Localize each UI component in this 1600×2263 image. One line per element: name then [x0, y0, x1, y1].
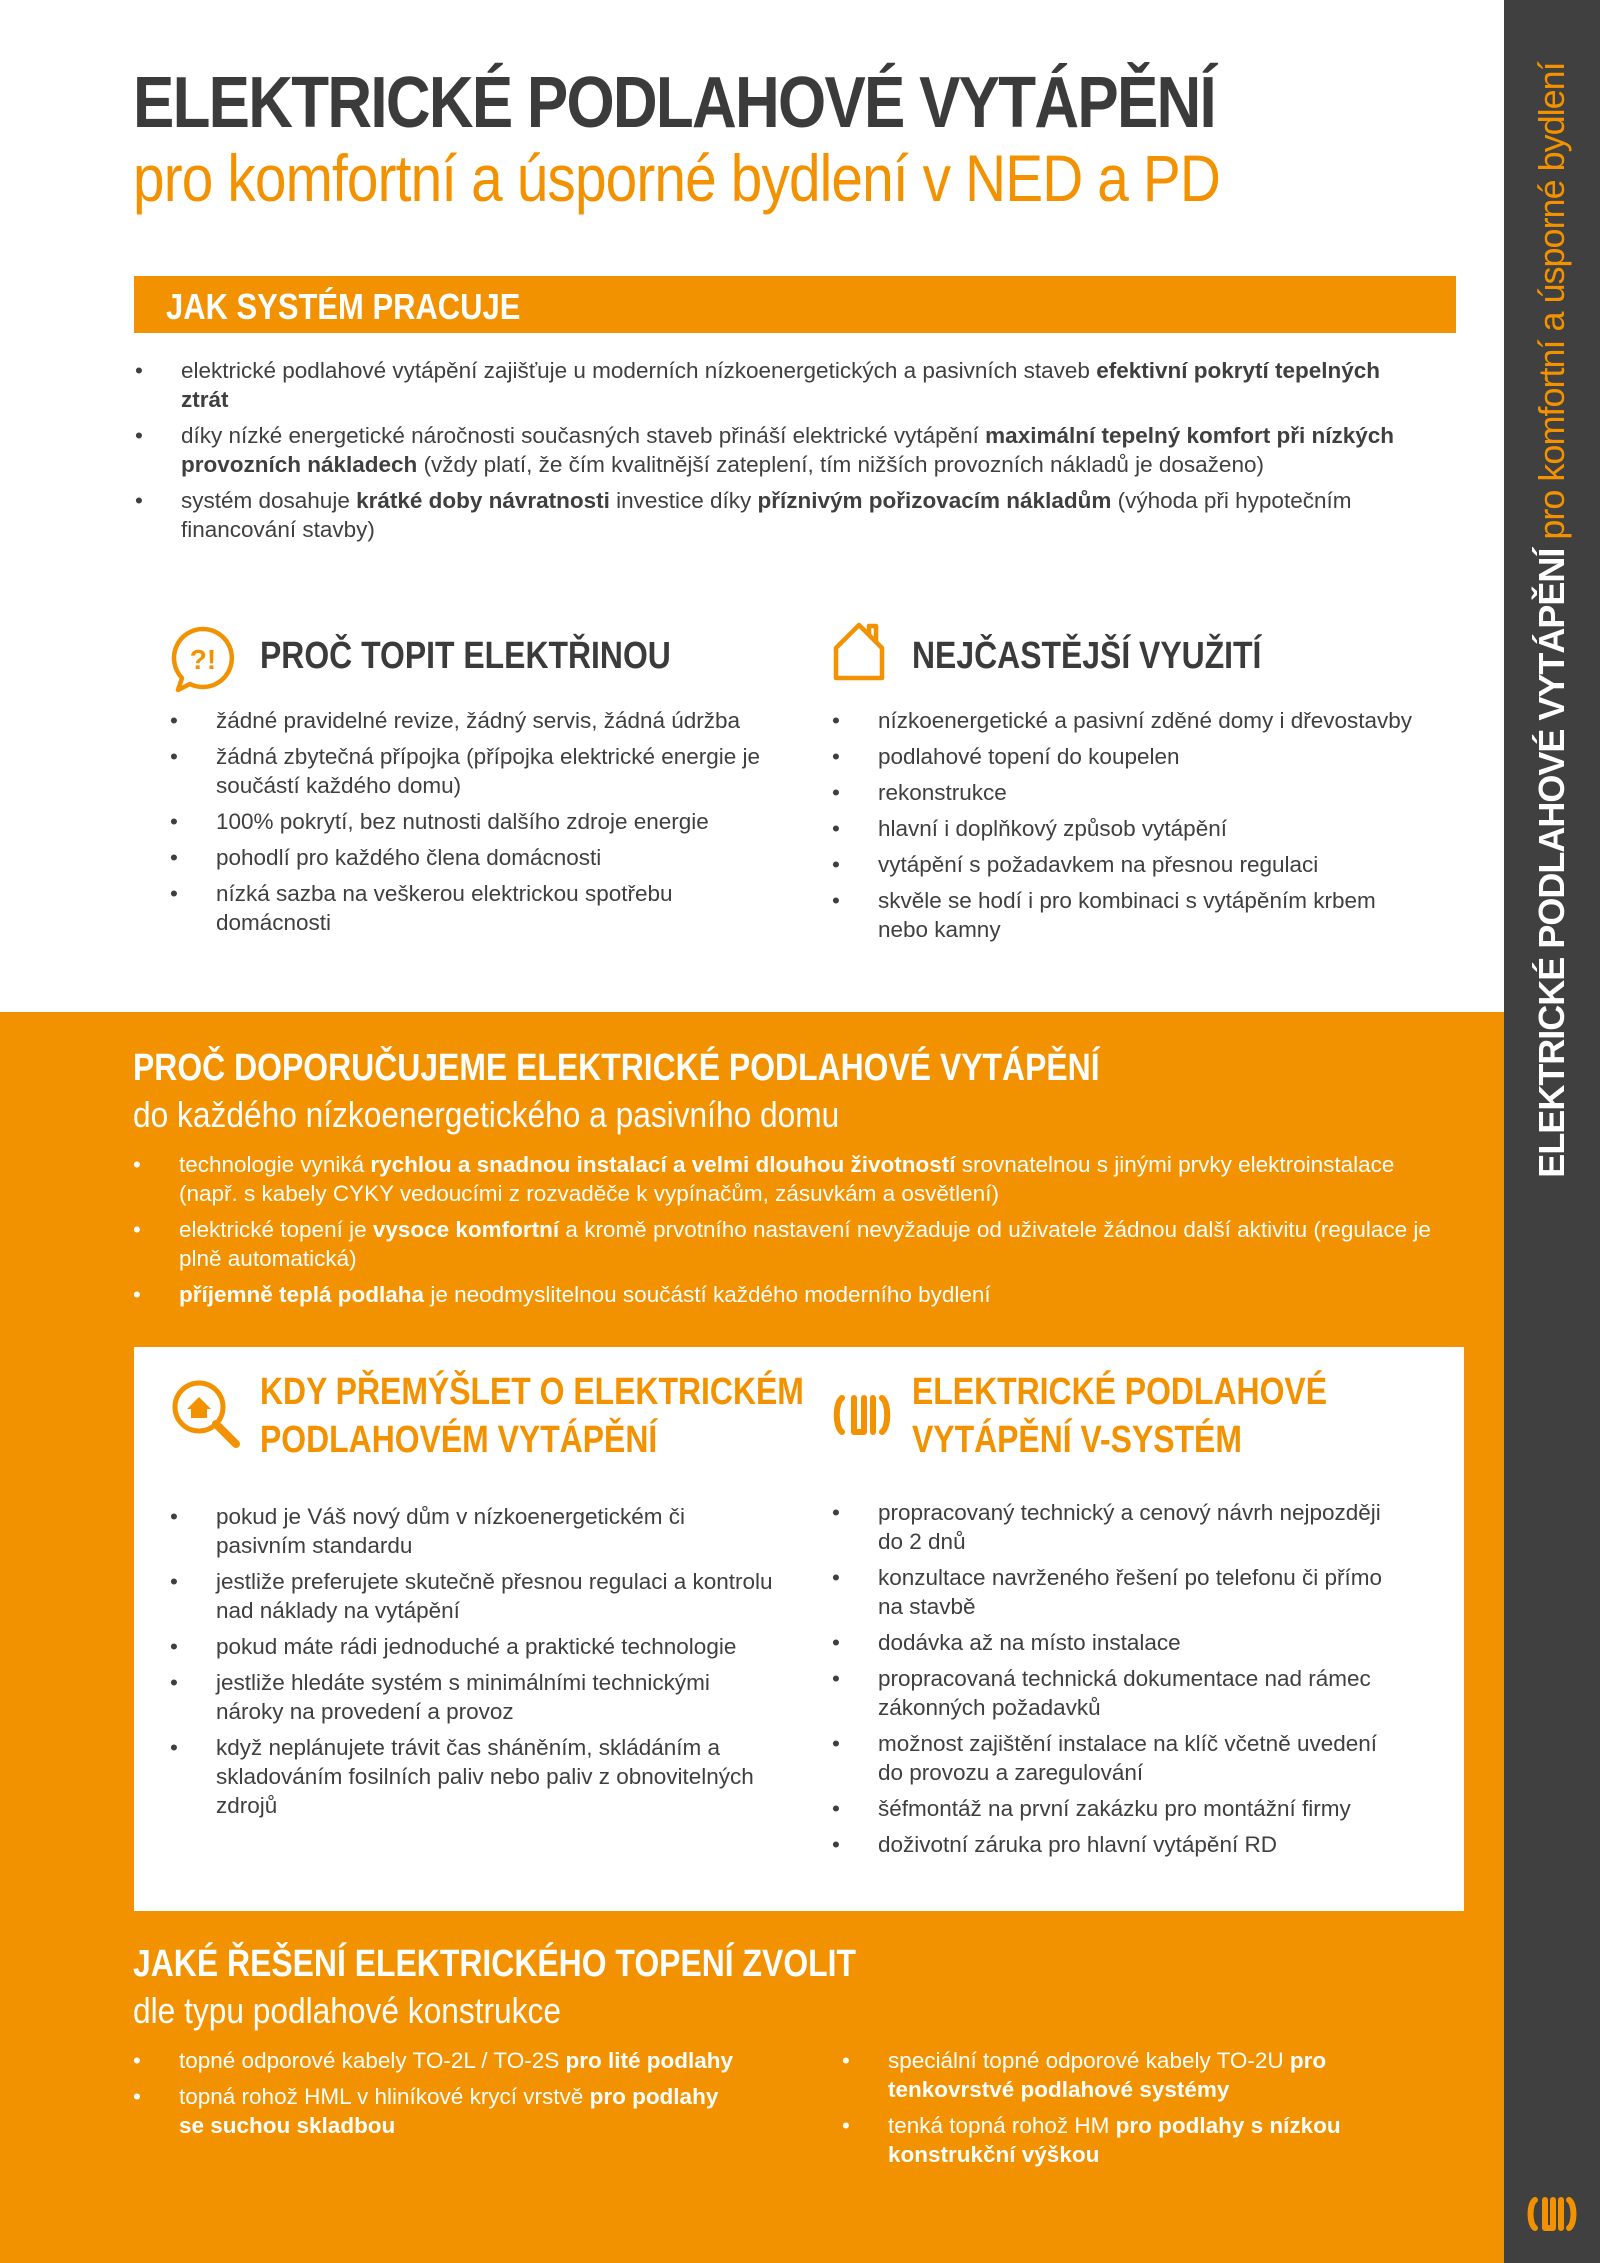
page-subtitle: pro komfortní a úsporné bydlení v NED a PD — [133, 141, 1220, 215]
v-system-heading-line1: ELEKTRICKÉ PODLAHOVÉ — [912, 1371, 1327, 1413]
list-item: • nízkoenergetické a pasivní zděné domy i dřevostavby — [832, 706, 1432, 735]
magnifier-house-icon — [168, 1376, 244, 1452]
list-item: • žádné pravidelné revize, žádný servis, žádná údržba — [170, 706, 780, 735]
list-item: • konzultace navrženého řešení po telefonu či přímo na stavbě — [832, 1563, 1392, 1621]
list-item: • jestliže preferujete skutečně přesnou regulaci a kontrolu nad náklady na vytápění — [170, 1567, 780, 1625]
house-icon — [832, 620, 886, 682]
list-item: • podlahové topení do koupelen — [832, 742, 1432, 771]
list-item: • vytápění s požadavkem na přesnou regulaci — [832, 850, 1432, 879]
common-use-list — [832, 706, 1432, 951]
list-item: • elektrické podlahové vytápění zajišťuje u moderních nízkoenergetických a pasivních staveb efektivní pokrytí tepelných ztrát — [135, 356, 1425, 414]
list-item: • šéfmontáž na první zakázku pro montážní firmy — [832, 1794, 1392, 1823]
list-item: • příjemně teplá podlaha je neodmyslitelnou součástí každého moderního bydlení — [133, 1280, 1433, 1309]
list-item: • díky nízké energetické náročnosti současných staveb přináší elektrické vytápění maximální tepelný komfort při nízkých provozních nákladech (vždy platí, že čím kvalitnější zateplení, tím nižších provozních nákladů je dosaženo) — [135, 421, 1425, 479]
which-solution-left-list — [133, 2046, 733, 2147]
common-use-heading: NEJČASTĚJŠÍ VYUŽITÍ — [912, 635, 1262, 677]
brand-logo-icon — [1527, 2194, 1577, 2234]
v-system-heading-line2: VYTÁPĚNÍ V-SYSTÉM — [912, 1419, 1242, 1461]
why-electric-heading: PROČ TOPIT ELEKTŘINOU — [260, 635, 671, 677]
list-item: • propracovaný technický a cenový návrh nejpozději do 2 dnů — [832, 1498, 1392, 1556]
list-item: • možnost zajištění instalace na klíč včetně uvedení do provozu a zaregulování — [832, 1729, 1392, 1787]
when-consider-heading-line1: KDY PŘEMÝŠLET O ELEKTRICKÉM — [260, 1371, 804, 1413]
list-item: • technologie vyniká rychlou a snadnou instalací a velmi dlouhou životností srovnatelnou s jinými prvky elektroinstalace (např. s kabely CYKY vedoucími z rozvaděče k vypínačům, zásuvkám a osvětlení) — [133, 1150, 1433, 1208]
list-item: • když neplánujete trávit čas sháněním, skládáním a skladováním fosilních paliv nebo paliv z obnovitelných zdrojů — [170, 1733, 780, 1820]
recommend-subheading: do každého nízkoenergetického a pasivního domu — [133, 1094, 840, 1135]
recommend-heading: PROČ DOPORUČUJEME ELEKTRICKÉ PODLAHOVÉ VYTÁPĚNÍ — [133, 1047, 1100, 1089]
list-item: • topná rohož HML v hliníkové krycí vrstvě pro podlahy se suchou skladbou — [133, 2082, 733, 2140]
list-item: • pokud máte rádi jednoduché a praktické technologie — [170, 1632, 780, 1661]
how-it-works-list — [135, 356, 1425, 551]
page-title: ELEKTRICKÉ PODLAHOVÉ VYTÁPĚNÍ — [133, 63, 1216, 143]
side-vertical-title — [1531, 62, 1573, 1177]
speech-bubble-exclamation-icon — [168, 624, 238, 694]
why-electric-list — [170, 706, 780, 944]
which-solution-subheading: dle typu podlahové konstrukce — [133, 1990, 561, 2031]
recommend-list — [133, 1150, 1433, 1316]
v-system-list — [832, 1498, 1392, 1866]
list-item: • pohodlí pro každého člena domácnosti — [170, 843, 780, 872]
when-consider-heading-line2: PODLAHOVÉM VYTÁPĚNÍ — [260, 1419, 658, 1461]
list-item: • propracovaná technická dokumentace nad rámec zákonných požadavků — [832, 1664, 1392, 1722]
when-consider-list — [170, 1502, 780, 1827]
side-title-bold: ELEKTRICKÉ PODLAHOVÉ VYTÁPĚNÍ — [1531, 548, 1572, 1178]
list-item: • skvěle se hodí i pro kombinaci s vytápěním krbem nebo kamny — [832, 886, 1432, 944]
list-item: • systém dosahuje krátké doby návratnosti investice díky příznivým pořizovacím nákladům (výhoda při hypotečním financování stavby) — [135, 486, 1425, 544]
how-it-works-heading: JAK SYSTÉM PRACUJE — [166, 286, 521, 327]
list-item: • hlavní i doplňkový způsob vytápění — [832, 814, 1432, 843]
icon-glyph: ?! — [189, 644, 217, 675]
v-system-logo-icon — [832, 1392, 892, 1438]
list-item: • topné odporové kabely TO-2L / TO-2S pro lité podlahy — [133, 2046, 733, 2075]
list-item: • 100% pokrytí, bez nutnosti dalšího zdroje energie — [170, 807, 780, 836]
list-item: • žádná zbytečná přípojka (přípojka elektrické energie je součástí každého domu) — [170, 742, 780, 800]
section-heading-bar — [134, 276, 1456, 333]
side-title-light: pro komfortní a úsporné bydlení — [1531, 62, 1572, 540]
which-solution-heading: JAKÉ ŘEŠENÍ ELEKTRICKÉHO TOPENÍ ZVOLIT — [133, 1943, 857, 1985]
list-item: • speciální topné odporové kabely TO-2U pro tenkovrstvé podlahové systémy — [842, 2046, 1442, 2104]
list-item: • tenká topná rohož HM pro podlahy s nízkou konstrukční výškou — [842, 2111, 1442, 2169]
which-solution-right-list — [842, 2046, 1442, 2176]
list-item: • rekonstrukce — [832, 778, 1432, 807]
list-item: • doživotní záruka pro hlavní vytápění RD — [832, 1830, 1392, 1859]
list-item: • nízká sazba na veškerou elektrickou spotřebu domácnosti — [170, 879, 780, 937]
list-item: • pokud je Váš nový dům v nízkoenergetickém či pasivním standardu — [170, 1502, 780, 1560]
list-item: • dodávka až na místo instalace — [832, 1628, 1392, 1657]
list-item: • jestliže hledáte systém s minimálními technickými nároky na provedení a provoz — [170, 1668, 780, 1726]
list-item: • elektrické topení je vysoce komfortní a kromě prvotního nastavení nevyžaduje od uživatele žádnou další aktivitu (regulace je plně automatická) — [133, 1215, 1433, 1273]
